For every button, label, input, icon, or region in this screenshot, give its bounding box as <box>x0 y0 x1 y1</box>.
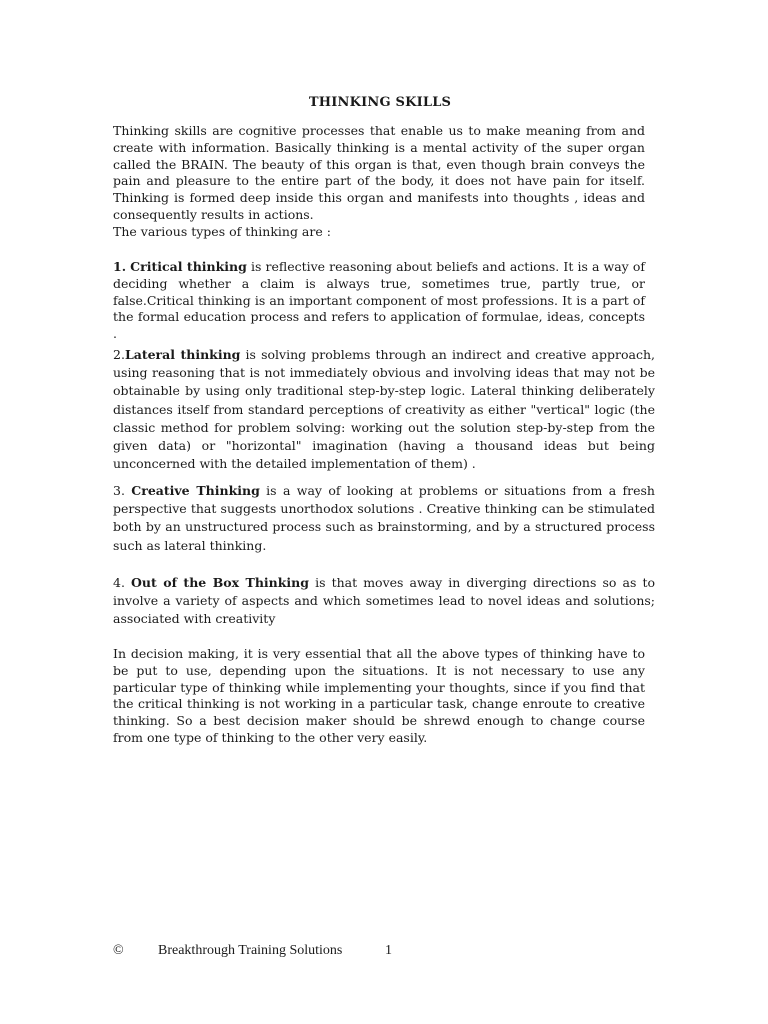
intro-paragraph: Thinking skills are cognitive processes that enable us to make meaning from and create with information. Basically thinking is a mental activity of the super organ called the BRAIN. The beauty of this organ is that, even though brain conveys the pain and pleasure to the entire part of the body, it does not have pain for itself. Thinking is formed deep inside this organ and manifests into thoughts , ideas and consequently results in actions. <box>113 123 645 222</box>
item-text: is a way of looking at problems or situations from a fresh perspective that suggests unorthodox solutions . Creative thinking can be stimulated both by an unstructured process such as brainstorming, and by a structured process such as lateral thinking. <box>113 483 655 553</box>
item-heading: Lateral thinking <box>124 347 241 362</box>
item-number: 2. <box>113 347 125 362</box>
item-number: 1. <box>113 259 127 274</box>
item-text: is that moves away in diverging directions so as to involve a variety of aspects and which sometimes lead to novel ideas and solutions; associated with creativity <box>113 575 655 627</box>
out-of-box-thinking-paragraph <box>113 574 655 629</box>
types-intro: The various types of thinking are : <box>113 224 331 239</box>
item-heading: Critical thinking <box>130 259 247 274</box>
item-heading: Out of the Box Thinking <box>131 575 309 590</box>
creative-thinking-paragraph <box>113 482 655 555</box>
page-number: 1 <box>385 943 392 958</box>
lateral-thinking-paragraph <box>113 346 655 473</box>
item-number: 4. <box>113 575 125 590</box>
page-title: THINKING SKILLS <box>308 95 452 110</box>
item-heading: Creative Thinking <box>131 483 260 498</box>
item-text: is reflective reasoning about beliefs and actions. It is a way of deciding whether a claim is always true, sometimes true, partly true, or false.Critical thinking is an important component of most professions. It is a part of the formal education process and refers to application of formulae, ideas, concepts . <box>113 259 645 342</box>
critical-thinking-paragraph <box>113 259 645 343</box>
item-text: is solving problems through an indirect and creative approach, using reasoning that is not immediately obvious and involving ideas that may not be obtainable by using only traditional step-by-step logic. Lateral thinking deliberately distances itself from standard perceptions of creativity as either "vertical" logic (the classic method for problem solving: working out the solution step-by-step from the given data) or "horizontal" imagination (having a thousand ideas but being unconcerned with the detailed implementation of them) . <box>113 347 655 472</box>
footer-organization: Breakthrough Training Solutions <box>158 943 343 958</box>
conclusion-paragraph: In decision making, it is very essential that all the above types of thinking have to be put to use, depending upon the situations. It is not necessary to use any particular type of thinking while implementing your thoughts, since if you find that the critical thinking is not working in a particular task, change enroute to creative thinking. So a best decision maker should be shrewd enough to change course from one type of thinking to the other very easily. <box>113 646 645 745</box>
item-number: 3. <box>113 483 125 498</box>
copyright-symbol: © <box>113 943 124 958</box>
